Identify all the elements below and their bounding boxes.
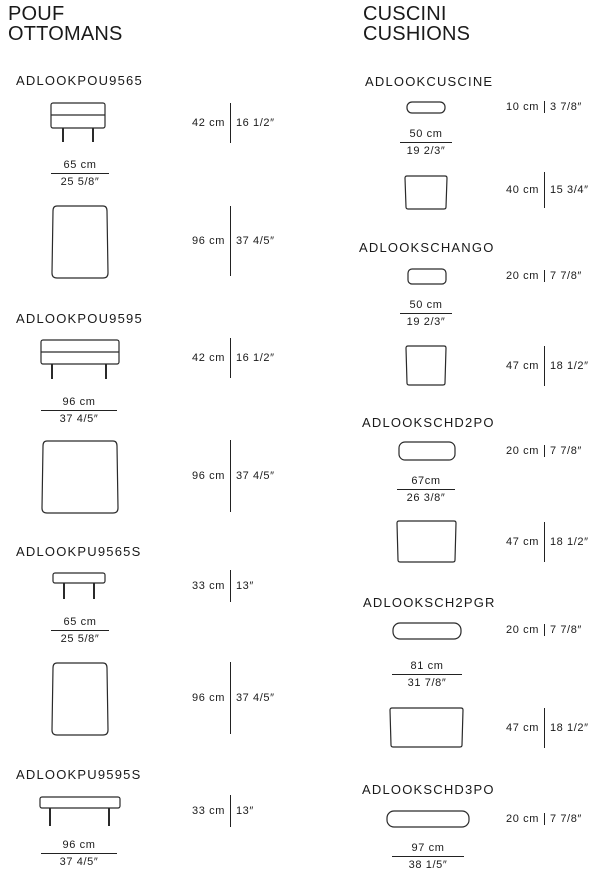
width-in: 25 5/8″ <box>60 633 100 645</box>
height-in: 7 7/8″ <box>549 270 582 282</box>
height-cm: 20 cm <box>506 270 539 282</box>
height-dimension <box>192 795 254 827</box>
width-cm: 97 cm <box>411 842 445 854</box>
depth-in: 37 4/5″ <box>235 692 275 704</box>
width-dimension <box>400 128 452 157</box>
product-code: ADLOOKPOU9595 <box>16 311 143 326</box>
width-in: 31 7/8″ <box>407 677 447 689</box>
height-dimension <box>192 570 254 602</box>
height-dimension <box>506 621 582 639</box>
depth-dimension <box>192 440 275 512</box>
width-cm: 67cm <box>411 475 441 487</box>
cushion-front-view-drawing <box>398 441 456 463</box>
ottomans-heading-it: POUF <box>8 3 65 25</box>
depth-cm: 40 cm <box>506 184 539 196</box>
width-dimension <box>51 159 109 188</box>
width-in: 19 2/3″ <box>406 145 446 157</box>
ottoman-top-view-drawing <box>41 440 119 514</box>
depth-cm: 47 cm <box>506 360 539 372</box>
depth-in: 37 4/5″ <box>235 470 275 482</box>
cushion-front-view-drawing <box>407 268 447 286</box>
product-code: ADLOOKCUSCINE <box>365 74 494 89</box>
width-dimension <box>41 396 117 425</box>
height-cm: 20 cm <box>506 624 539 636</box>
depth-cm: 47 cm <box>506 536 539 548</box>
depth-dimension <box>506 708 589 748</box>
cushion-front-view-drawing <box>392 622 462 642</box>
ottomans-heading-en: OTTOMANS <box>8 23 123 45</box>
width-dimension <box>392 842 464 871</box>
depth-in: 37 4/5″ <box>235 235 275 247</box>
height-cm: 33 cm <box>192 580 225 592</box>
depth-dimension <box>192 206 275 276</box>
height-dimension <box>506 267 582 285</box>
width-cm: 50 cm <box>409 128 443 140</box>
height-cm: 42 cm <box>192 352 225 364</box>
height-in: 3 7/8″ <box>549 101 582 113</box>
width-in: 37 4/5″ <box>59 856 99 868</box>
depth-dimension <box>506 346 589 386</box>
width-dimension <box>51 616 109 645</box>
ottoman-front-view-drawing <box>50 102 106 148</box>
width-cm: 81 cm <box>410 660 444 672</box>
ottoman-front-view-drawing <box>52 572 106 602</box>
width-cm: 96 cm <box>62 839 96 851</box>
width-in: 37 4/5″ <box>59 413 99 425</box>
width-dimension <box>397 475 455 504</box>
width-in: 26 3/8″ <box>406 492 446 504</box>
cushion-front-view-drawing <box>406 101 446 115</box>
cushion-top-view-drawing <box>389 707 465 749</box>
cushion-top-view-drawing <box>396 520 458 564</box>
height-cm: 20 cm <box>506 445 539 457</box>
height-cm: 20 cm <box>506 813 539 825</box>
cushions-heading-it: CUSCINI <box>363 3 447 25</box>
product-code: ADLOOKSCHD3PO <box>362 782 495 797</box>
ottoman-front-view-drawing <box>39 796 121 830</box>
product-code: ADLOOKPU9565S <box>16 544 142 559</box>
depth-in: 18 1/2″ <box>549 536 589 548</box>
cushion-top-view-drawing <box>405 345 447 387</box>
ottoman-top-view-drawing <box>51 662 109 736</box>
width-cm: 50 cm <box>409 299 443 311</box>
width-in: 38 1/5″ <box>408 859 448 871</box>
height-dimension <box>506 442 582 460</box>
height-dimension <box>192 103 275 143</box>
depth-in: 15 3/4″ <box>549 184 589 196</box>
cushion-front-view-drawing <box>386 810 470 830</box>
height-dimension <box>506 98 582 116</box>
product-code: ADLOOKSCHD2PO <box>362 415 495 430</box>
height-dimension <box>506 810 582 828</box>
product-code: ADLOOKSCH2PGR <box>363 595 496 610</box>
cushions-heading-en: CUSHIONS <box>363 23 471 45</box>
width-dimension <box>400 299 452 328</box>
depth-in: 18 1/2″ <box>549 722 589 734</box>
depth-dimension <box>506 172 589 208</box>
depth-dimension <box>506 522 589 562</box>
width-dimension <box>41 839 117 868</box>
cushions-heading <box>363 4 470 44</box>
height-in: 7 7/8″ <box>549 445 582 457</box>
height-in: 16 1/2″ <box>235 117 275 129</box>
height-in: 13″ <box>235 580 254 592</box>
width-cm: 65 cm <box>63 616 97 628</box>
depth-cm: 96 cm <box>192 470 225 482</box>
product-code: ADLOOKPOU9565 <box>16 73 143 88</box>
height-in: 7 7/8″ <box>549 624 582 636</box>
ottomans-heading <box>8 4 123 44</box>
width-dimension <box>392 660 462 689</box>
product-code: ADLOOKPU9595S <box>16 767 142 782</box>
height-cm: 42 cm <box>192 117 225 129</box>
height-cm: 10 cm <box>506 101 539 113</box>
width-cm: 65 cm <box>63 159 97 171</box>
width-in: 19 2/3″ <box>406 316 446 328</box>
ottoman-top-view-drawing <box>51 205 109 279</box>
width-in: 25 5/8″ <box>60 176 100 188</box>
depth-in: 18 1/2″ <box>549 360 589 372</box>
height-in: 16 1/2″ <box>235 352 275 364</box>
depth-cm: 96 cm <box>192 692 225 704</box>
height-in: 7 7/8″ <box>549 813 582 825</box>
product-code: ADLOOKSCHANGO <box>359 240 495 255</box>
depth-dimension <box>192 662 275 734</box>
height-dimension <box>192 338 275 378</box>
cushion-top-view-drawing <box>404 175 448 211</box>
depth-cm: 47 cm <box>506 722 539 734</box>
width-cm: 96 cm <box>62 396 96 408</box>
height-in: 13″ <box>235 805 254 817</box>
ottoman-front-view-drawing <box>40 339 120 383</box>
height-cm: 33 cm <box>192 805 225 817</box>
depth-cm: 96 cm <box>192 235 225 247</box>
